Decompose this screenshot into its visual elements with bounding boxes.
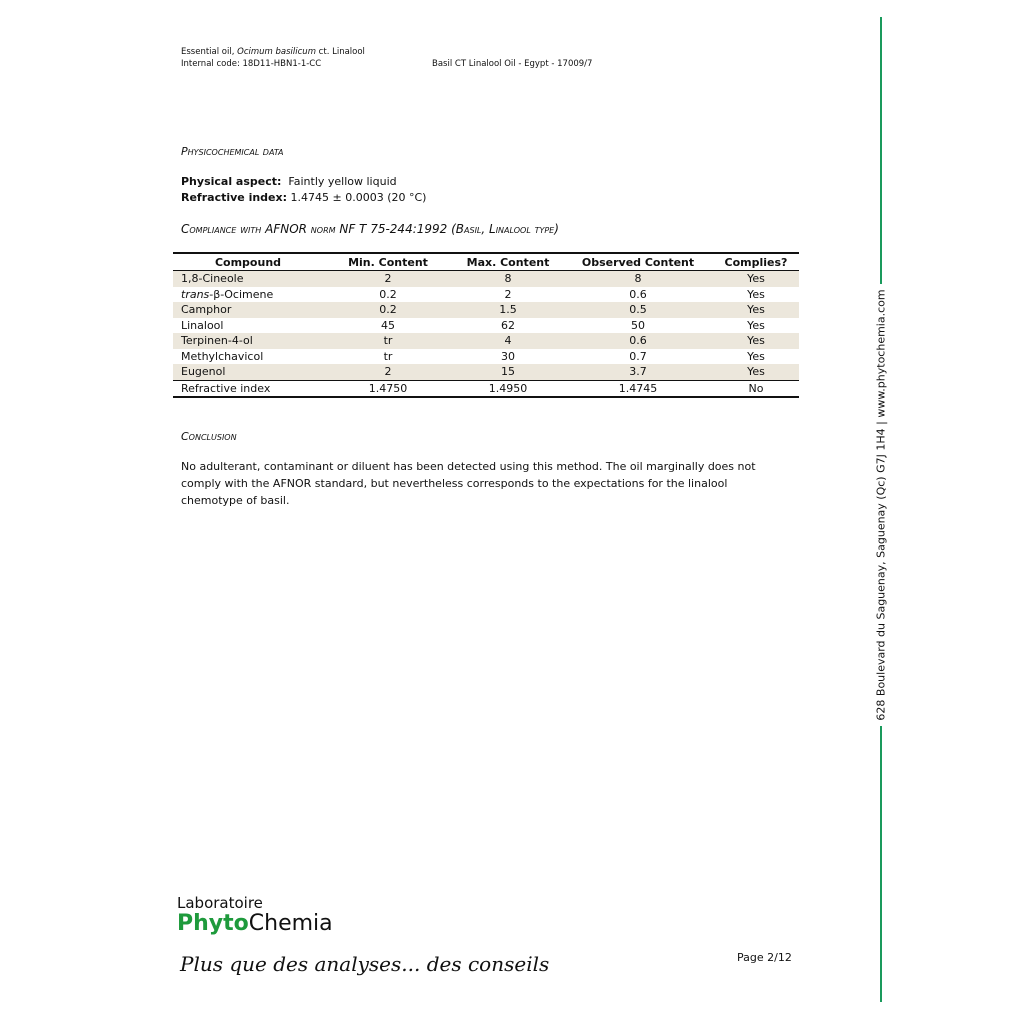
cell-max: 8 [453, 271, 563, 287]
compound-name: Linalool [181, 318, 224, 332]
phytochemia-logo [177, 895, 333, 937]
cell-compound [173, 364, 323, 380]
cell-complies: Yes [747, 287, 765, 301]
cell-compound [173, 302, 323, 318]
refractive-index-label: Refractive index: [181, 191, 288, 204]
table-row [173, 271, 799, 287]
cell-complies: Yes [713, 302, 799, 318]
cell-observed: 0.6 [629, 287, 647, 301]
cell-min: 2 [323, 364, 453, 380]
logo-name [177, 911, 333, 937]
cell-complies: Yes [713, 333, 799, 349]
compound-name: 1,8-Cineole [181, 272, 244, 286]
col-header-compound: Compound [173, 253, 323, 271]
cell-max: 62 [501, 318, 515, 332]
col-header-min: Min. Content [323, 253, 453, 271]
header-prefix: Essential oil, [181, 47, 238, 57]
internal-code: Internal code: 18D11-HBN1-1-CC [181, 59, 322, 69]
physical-aspect-label: Physical aspect: [181, 175, 282, 188]
logo-chemia: Chemia [248, 911, 333, 936]
cell-observed: 0.7 [629, 349, 647, 363]
page-number: Page 2/12 [737, 951, 792, 964]
header-left [181, 46, 365, 70]
physical-aspect [181, 174, 397, 190]
cell-compound [173, 287, 323, 303]
cell-observed: 0.6 [563, 333, 713, 349]
cell-complies: Yes [747, 349, 765, 363]
col-header-max: Max. Content [453, 253, 563, 271]
cell-max: 1.4950 [453, 380, 563, 397]
header-product-line [181, 46, 365, 58]
cell-min: tr [323, 333, 453, 349]
table-row [173, 380, 799, 397]
cell-compound [173, 380, 323, 397]
cell-observed: 8 [563, 271, 713, 287]
table-row [173, 318, 799, 334]
table-row [173, 287, 799, 303]
col-header-complies: Complies? [713, 253, 799, 271]
compliance-title: Compliance with AFNOR norm NF T 75-244:1992 (Basil, Linalool type) [181, 222, 559, 236]
cell-min: 0.2 [379, 287, 397, 301]
cell-min: 0.2 [323, 302, 453, 318]
cell-observed: 3.7 [563, 364, 713, 380]
physical-aspect-value: Faintly yellow liquid [288, 175, 397, 188]
cell-max: 2 [504, 287, 512, 301]
table-row [173, 302, 799, 318]
conclusion-title: Conclusion [181, 430, 237, 443]
compound-name: Methylchavicol [181, 349, 264, 363]
table-row [173, 333, 799, 349]
table-row [173, 349, 799, 365]
cell-observed: 50 [631, 318, 645, 332]
cell-min: 2 [323, 271, 453, 287]
header-suffix: ct. Linalool [315, 47, 365, 57]
compliance-table [173, 252, 799, 398]
conclusion-text: No adulterant, contaminant or diluent has been detected using this method. The oil marginally does not comply with the AFNOR standard, but nevertheless corresponds to the expectations for the linalool chemotype of basil. [181, 460, 756, 507]
sidebar-line-bottom [880, 726, 882, 1002]
cell-compound [173, 333, 323, 349]
table-row [173, 364, 799, 380]
cell-observed: 0.5 [563, 302, 713, 318]
cell-complies: No [713, 380, 799, 397]
cell-max: 4 [453, 333, 563, 349]
header-right: Basil CT Linalool Oil - Egypt - 17009/7 [432, 59, 593, 69]
cell-complies: Yes [713, 364, 799, 380]
compound-name: Eugenol [181, 365, 226, 379]
logo-laboratoire: Laboratoire [177, 894, 263, 912]
cell-min: tr [383, 349, 393, 363]
sidebar-address: 628 Boulevard du Saguenay, Saguenay (Qc) G7J 1H4 | www.phytochemia.com [874, 289, 888, 721]
compound-name: Camphor [181, 303, 232, 317]
compound-name: Terpinen-4-ol [181, 334, 253, 348]
cell-compound [173, 271, 323, 287]
col-header-observed: Observed Content [563, 253, 713, 271]
refractive-index [181, 190, 426, 206]
logo-phyto: Phyto [177, 911, 249, 936]
cell-max: 1.5 [453, 302, 563, 318]
sidebar-line-top [880, 17, 882, 284]
cell-complies: Yes [747, 318, 765, 332]
cell-max: 30 [501, 349, 515, 363]
cell-compound [173, 349, 323, 365]
compound-name: Refractive index [181, 381, 271, 395]
cell-complies: Yes [713, 271, 799, 287]
tagline: Plus que des analyses... des conseils [180, 952, 550, 976]
cell-min: 45 [381, 318, 395, 332]
cell-observed: 1.4745 [563, 380, 713, 397]
cell-max: 15 [453, 364, 563, 380]
physicochemical-title: Physicochemical data [181, 145, 284, 158]
table-header-row [173, 253, 799, 271]
species-name: Ocimum basilicum [237, 47, 316, 57]
cell-min: 1.4750 [323, 380, 453, 397]
compound-name: -β-Ocimene [209, 287, 274, 301]
refractive-index-value: 1.4745 ± 0.0003 (20 °C) [290, 191, 427, 204]
cell-compound [173, 318, 323, 334]
compound-prefix: trans [181, 287, 210, 301]
